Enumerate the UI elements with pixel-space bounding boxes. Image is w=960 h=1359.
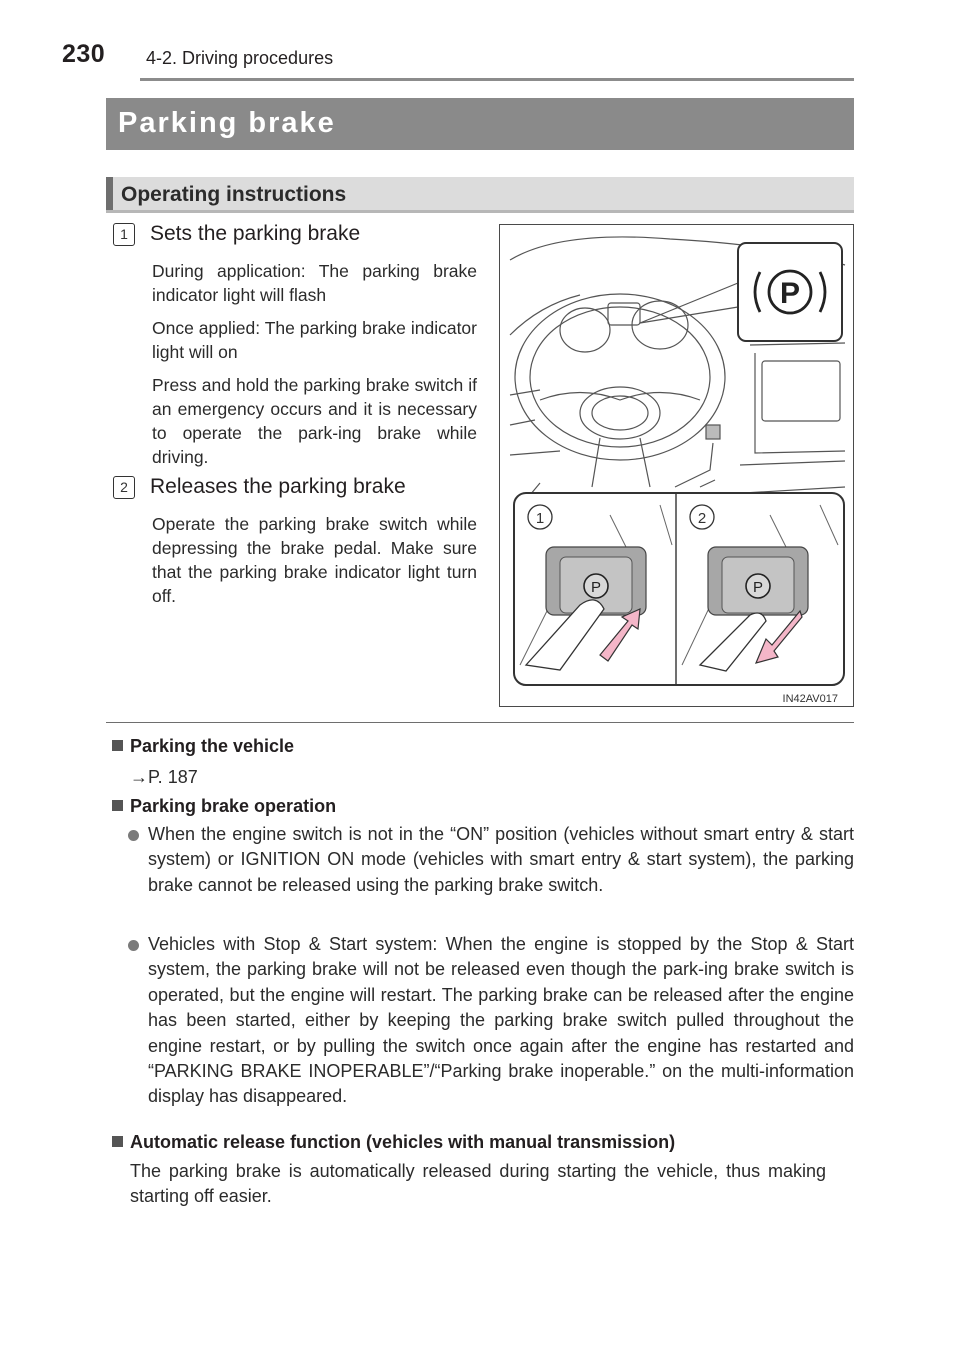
page-reference-link[interactable]: →P. 187	[130, 767, 198, 787]
step-number-2: 2	[113, 476, 135, 499]
operation-bullet-2: Vehicles with Stop & Start system: When the engine is stopped by the Stop & Start system, the parking brake will not be released even though the park-ing brake switch is operated, but the engine will restart. The parking brake can be released after the engine has been started, either by keeping the parking brake switch pulled throughout the engine restart, or by pulling the switch once again after the engine has restarted and “PARKING BRAKE INOPERABLE”/“Parking brake inoperable.” on the multi-information display has disappeared.	[148, 934, 854, 1107]
subheading-accent	[106, 177, 113, 210]
figure-callout-1: 1	[535, 510, 545, 527]
page-title: Parking brake	[118, 107, 336, 139]
circle-bullet-icon	[128, 830, 139, 841]
step-1-title: Sets the parking brake	[150, 222, 361, 245]
note-heading-parking-vehicle	[112, 736, 294, 757]
indicator-symbol: P	[779, 277, 801, 310]
note-heading-brake-operation	[112, 796, 336, 817]
step-1-paragraph: During application: The parking brake indicator light will flash	[152, 261, 477, 305]
note-heading-text: Parking brake operation	[130, 796, 337, 816]
switch-symbol-right: P	[752, 579, 764, 596]
figure-callout-2: 2	[697, 510, 707, 527]
switch-symbol-left: P	[590, 579, 602, 596]
section-divider	[106, 722, 854, 723]
square-bullet-icon	[112, 1136, 123, 1147]
auto-release-text: The parking brake is automatically released during starting the vehicle, thus making starting off easier.	[130, 1161, 826, 1207]
note-heading-text: Parking the vehicle	[130, 736, 295, 756]
step-1-body	[152, 259, 477, 478]
step-2-title: Releases the parking brake	[150, 475, 406, 498]
circle-bullet-icon	[128, 940, 139, 951]
step-1-paragraph: Once applied: The parking brake indicator light will on	[152, 318, 477, 362]
header-rule	[140, 78, 854, 81]
square-bullet-icon	[112, 800, 123, 811]
step-2-body	[152, 512, 477, 617]
note-heading-text: Automatic release function (vehicles with manual transmission)	[130, 1132, 676, 1152]
title-bar	[106, 98, 854, 150]
subheading-title: Operating instructions	[121, 183, 347, 206]
page-number: 230	[62, 40, 106, 68]
dashboard-illustration	[500, 225, 855, 708]
note-heading-auto-release	[112, 1132, 675, 1153]
square-bullet-icon	[112, 740, 123, 751]
figure-code: IN42AV017	[782, 693, 838, 705]
step-number-1: 1	[113, 223, 135, 246]
section-name: 4-2. Driving procedures	[146, 48, 334, 68]
parking-brake-figure	[499, 224, 854, 707]
subheading-bar	[106, 177, 854, 213]
step-2-paragraph: Operate the parking brake switch while depressing the brake pedal. Make sure that the parking brake indicator light turn off.	[152, 514, 477, 606]
step-1-paragraph: Press and hold the parking brake switch if an emergency occurs and it is necessary to operate the park-ing brake while driving.	[152, 375, 477, 467]
operation-bullet-1: When the engine switch is not in the “ON” position (vehicles without smart entry & start system) or IGNITION ON mode (vehicles with smart entry & start system), the parking brake cannot be released using the parking brake switch.	[148, 824, 854, 895]
